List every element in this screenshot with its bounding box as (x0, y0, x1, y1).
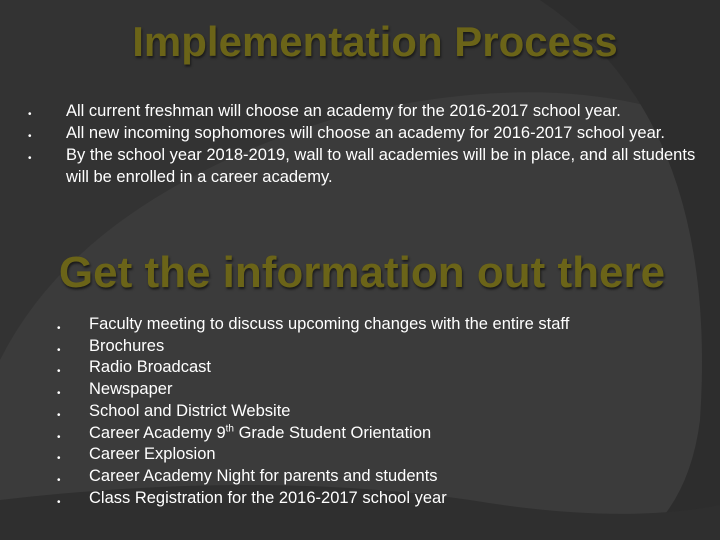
bullet-marker: • (57, 474, 61, 486)
bullet-marker: • (57, 453, 61, 465)
bullet-marker: • (57, 344, 61, 356)
list-item: • Class Registration for the 2016-2017 school year (89, 488, 689, 510)
bullet-marker: • (28, 153, 32, 164)
list-item: • Newspaper (89, 379, 689, 401)
list-item: • Radio Broadcast (89, 357, 689, 379)
implementation-bullet-list (28, 100, 696, 188)
list-item: • Brochures (89, 336, 689, 358)
slide-title: Implementation Process (132, 18, 618, 65)
list-item: • School and District Website (89, 401, 689, 423)
list-item: • Career Academy Night for parents and students (89, 466, 689, 488)
section-title: Get the information out there (58, 248, 666, 297)
list-item: • By the school year 2018-2019, wall to wall academies will be in place, and all students will be enrolled in a career academy. (28, 146, 696, 186)
list-item: • Career Academy 9th Grade Student Orientation (89, 423, 689, 445)
list-item: • All current freshman will choose an academy for the 2016-2017 school year. (66, 100, 696, 122)
list-item: • All new incoming sophomores will choose an academy for 2016-2017 school year. (66, 122, 696, 144)
bullet-marker: • (28, 131, 32, 142)
bullet-marker: • (57, 323, 61, 334)
list-item: • Faculty meeting to discuss upcoming changes with the entire staff (89, 314, 689, 336)
bullet-marker: • (57, 496, 61, 508)
bullet-marker: • (57, 388, 61, 400)
bullet-marker: • (57, 409, 61, 421)
bullet-marker: • (28, 109, 32, 120)
information-bullet-list (57, 314, 689, 509)
bullet-marker: • (57, 431, 61, 443)
list-item: • Career Explosion (89, 444, 689, 466)
bullet-marker: • (57, 366, 61, 378)
